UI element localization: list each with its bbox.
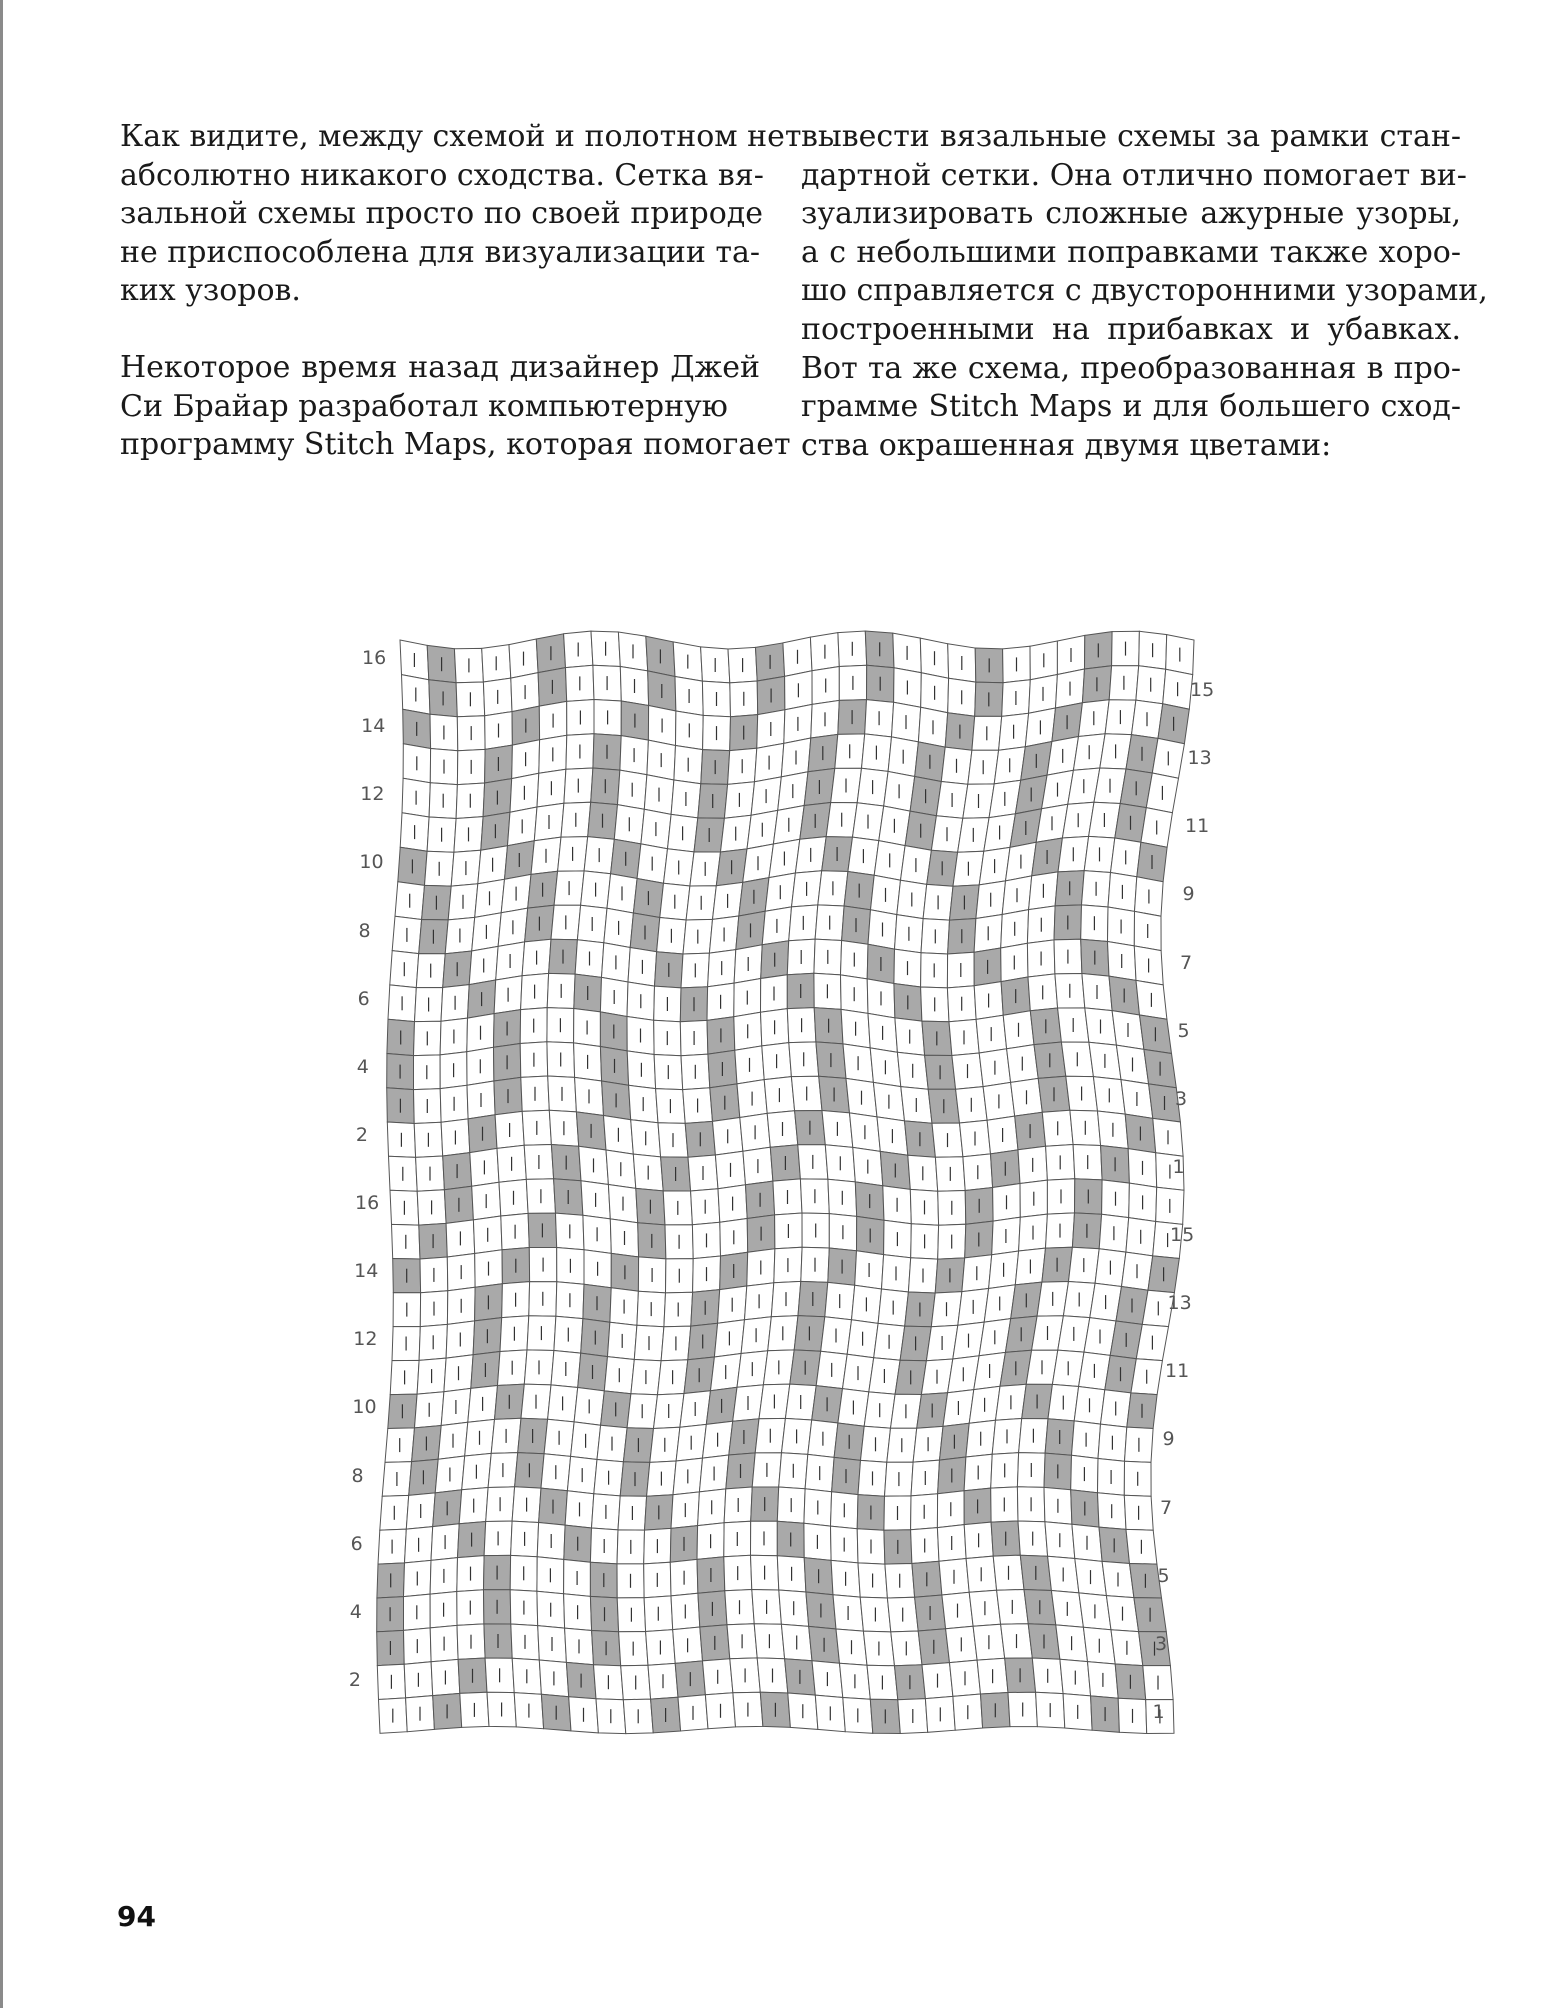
- row-label-left: 2: [348, 1668, 361, 1691]
- text-line: Как видите, между схемой и полотном нет: [120, 119, 802, 154]
- text-line: не приспособлена для визуализации та-: [120, 234, 761, 270]
- row-label-right: 13: [1187, 747, 1212, 770]
- row-label-right: 9: [1162, 1428, 1175, 1451]
- row-label-right: 15: [1190, 679, 1215, 702]
- paragraph-2: [120, 349, 791, 465]
- text-line: Некоторое время назад дизайнер Джей: [120, 349, 760, 385]
- row-label-right: 3: [1175, 1087, 1188, 1110]
- row-label-left: 10: [359, 851, 384, 874]
- row-label-right: 5: [1177, 1019, 1190, 1042]
- text-line: грамме Stitch Maps и для большего сход-: [801, 389, 1461, 425]
- row-label-left: 4: [349, 1600, 362, 1623]
- paragraph-1: [120, 118, 802, 311]
- row-label-right: 1: [1172, 1155, 1185, 1178]
- row-label-left: 12: [360, 783, 385, 806]
- stitch-map-chart: [340, 600, 1220, 1770]
- page-edge-rule: [0, 0, 3, 2008]
- row-label-left: 10: [352, 1396, 377, 1419]
- row-label-left: 12: [353, 1328, 378, 1351]
- row-label-left: 16: [355, 1192, 380, 1215]
- text-line: Вот та же схема, преобразованная в про-: [801, 350, 1461, 386]
- page-number: 94: [117, 1900, 156, 1933]
- row-label-right: 7: [1160, 1496, 1173, 1519]
- text-line: шо справляется с двусторонними узорами,: [801, 273, 1488, 309]
- row-label-left: 14: [354, 1260, 379, 1283]
- row-label-right: 3: [1155, 1632, 1168, 1655]
- paragraph-3: [801, 118, 1488, 465]
- text-line: ства окрашенная двумя цветами:: [801, 427, 1332, 463]
- row-label-left: 4: [356, 1055, 369, 1078]
- row-label-left: 16: [362, 647, 387, 670]
- text-line: Си Брайар разработал компьютерную: [120, 388, 728, 424]
- row-label-right: 9: [1182, 883, 1195, 906]
- row-label-right: 13: [1167, 1292, 1192, 1315]
- text-line: а с небольшими поправками также хоро-: [801, 234, 1461, 270]
- row-label-right: 15: [1170, 1224, 1195, 1247]
- text-line: ких узоров.: [120, 273, 301, 309]
- row-label-left: 8: [358, 919, 371, 942]
- row-label-left: 6: [350, 1532, 363, 1555]
- left-text-column: [120, 118, 802, 465]
- right-text-column: [801, 118, 1488, 465]
- text-line: зальной схемы просто по своей природе: [120, 196, 764, 232]
- row-label-right: 1: [1152, 1700, 1165, 1723]
- row-label-left: 2: [355, 1123, 368, 1146]
- row-label-left: 8: [351, 1464, 364, 1487]
- text-line: абсолютно никакого сходства. Сетка вя-: [120, 157, 764, 193]
- text-line: дартной сетки. Она отлично помогает ви-: [801, 157, 1467, 193]
- row-label-right: 11: [1165, 1360, 1190, 1383]
- text-line: построенными на прибавках и убавках.: [801, 311, 1461, 347]
- row-label-right: 7: [1180, 951, 1193, 974]
- text-line: вывести вязальные схемы за рамки стан-: [801, 119, 1461, 154]
- row-label-right: 11: [1185, 815, 1210, 838]
- text-line: зуализировать сложные ажурные узоры,: [801, 196, 1461, 232]
- text-line: программу Stitch Maps, которая помогает: [120, 427, 791, 463]
- stitch-map-grid: [340, 600, 1220, 1770]
- row-label-left: 14: [361, 715, 386, 738]
- row-label-left: 6: [357, 987, 370, 1010]
- row-label-right: 5: [1157, 1564, 1170, 1587]
